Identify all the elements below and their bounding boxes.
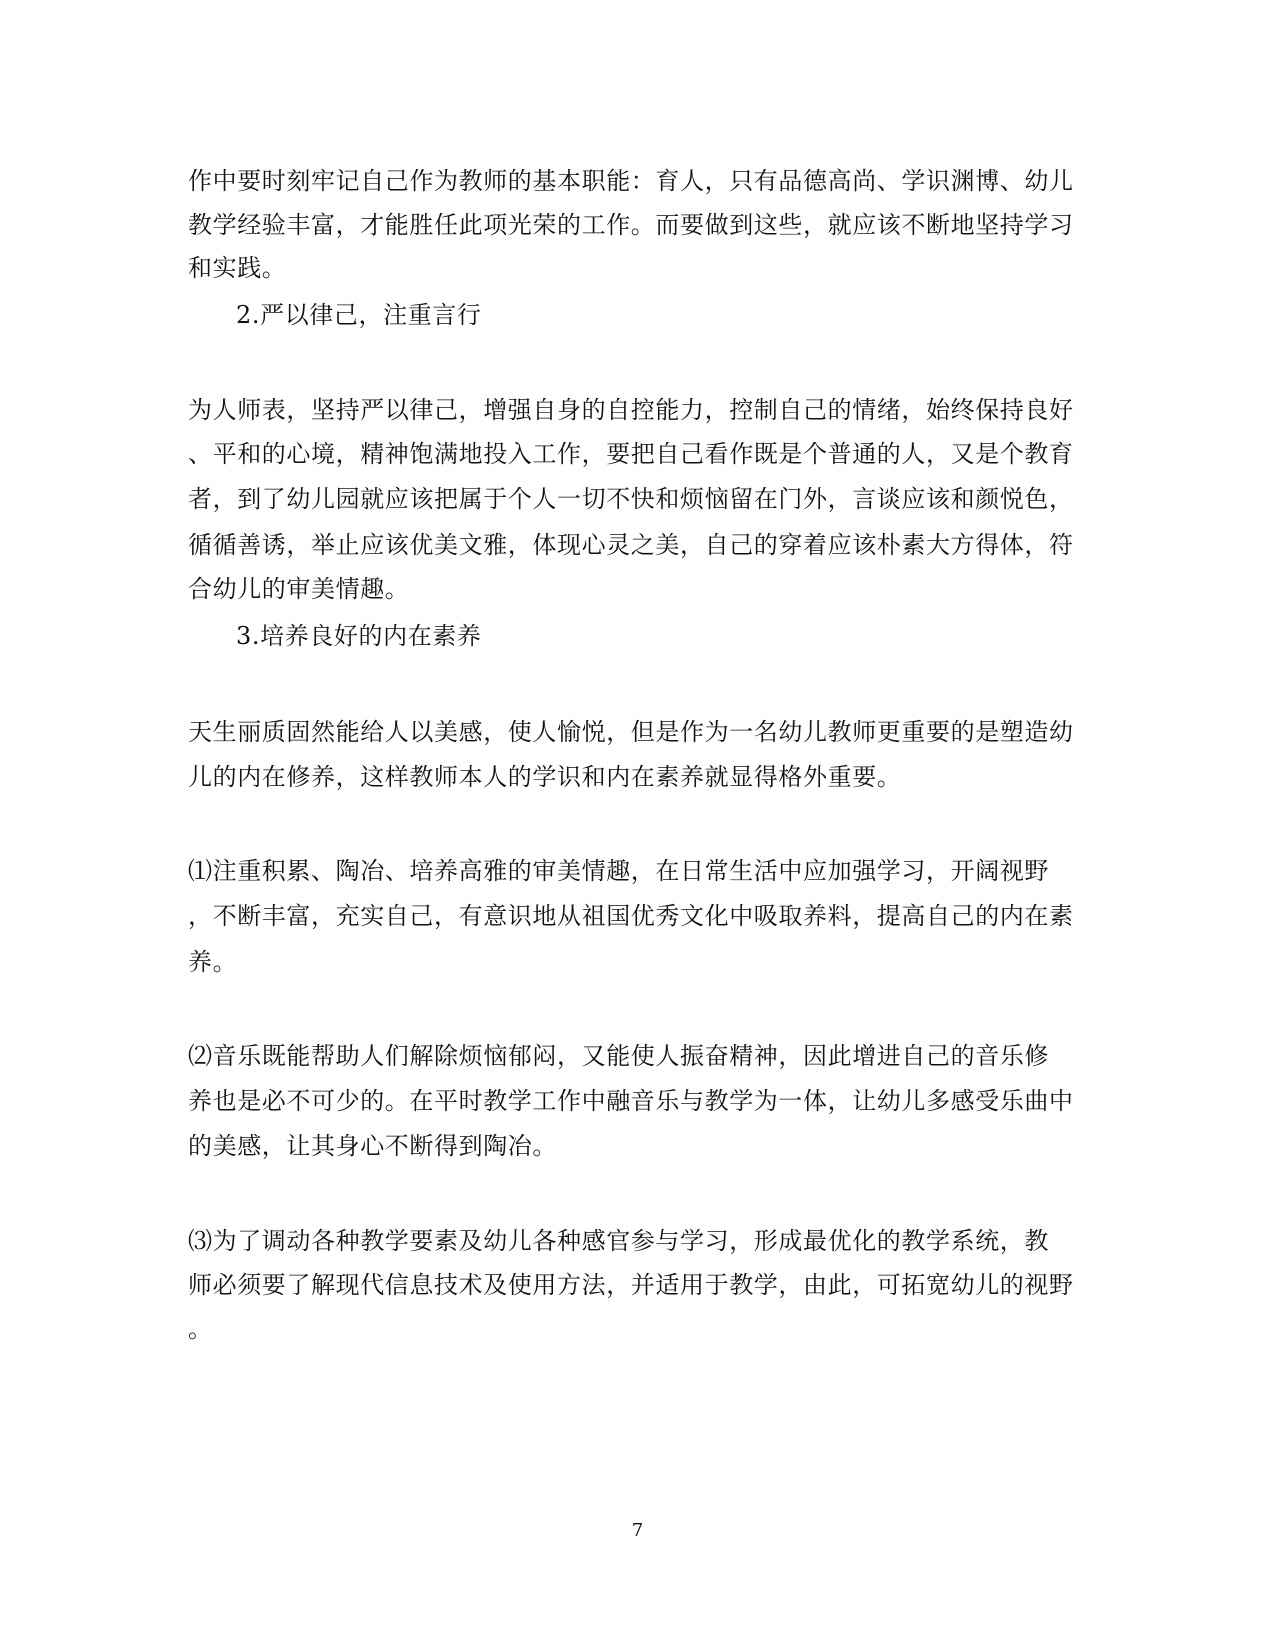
body-text-line: 儿的内在修养，这样教师本人的学识和内在素养就显得格外重要。: [188, 763, 902, 791]
body-text-line: ⑴注重积累、陶冶、培养高雅的审美情趣，在日常生活中应加强学习，开阔视野: [188, 857, 1049, 885]
body-text-line: ⑵音乐既能帮助人们解除烦恼郁闷，又能使人振奋精神，因此增进自己的音乐修: [188, 1042, 1049, 1070]
section-heading: 2.严以律己，注重言行: [236, 301, 482, 329]
body-text-line: 天生丽质固然能给人以美感，使人愉悦，但是作为一名幼儿教师更重要的是塑造幼: [188, 718, 1074, 746]
body-text-line: 的美感，让其身心不断得到陶冶。: [188, 1132, 557, 1160]
body-text-line: 者，到了幼儿园就应该把属于个人一切不快和烦恼留在门外，言谈应该和颜悦色，: [188, 485, 1074, 513]
section-heading: 3.培养良好的内在素养: [236, 622, 482, 650]
page-number: 7: [631, 1520, 644, 1541]
body-text-line: 师必须要了解现代信息技术及使用方法，并适用于教学，由此，可拓宽幼儿的视野: [188, 1271, 1074, 1299]
body-text-line: 养。: [188, 948, 238, 976]
body-text-line: ⑶为了调动各种教学要素及幼儿各种感官参与学习，形成最优化的教学系统，教: [188, 1227, 1049, 1255]
body-text-line: 为人师表，坚持严以律己，增强自身的自控能力，控制自己的情绪，始终保持良好: [188, 396, 1074, 424]
body-text-line: 。: [188, 1315, 213, 1343]
body-text-line: 教学经验丰富，才能胜任此项光荣的工作。而要做到这些，就应该不断地坚持学习: [188, 211, 1074, 239]
body-text-line: 和实践。: [188, 254, 287, 282]
body-text-line: 合幼儿的审美情趣。: [188, 575, 410, 603]
body-text-line: 循循善诱，举止应该优美文雅，体现心灵之美，自己的穿着应该朴素大方得体，符: [188, 531, 1074, 559]
body-text-line: 、平和的心境，精神饱满地投入工作，要把自己看作既是个普通的人，又是个教育: [188, 440, 1074, 468]
body-text-line: 作中要时刻牢记自己作为教师的基本职能：育人，只有品德高尚、学识渊博、幼儿: [188, 167, 1074, 195]
body-text-line: ，不断丰富，充实自己，有意识地从祖国优秀文化中吸取养料，提高自己的内在素: [188, 902, 1074, 930]
body-text-line: 养也是必不可少的。在平时教学工作中融音乐与教学为一体，让幼儿多感受乐曲中: [188, 1087, 1074, 1115]
